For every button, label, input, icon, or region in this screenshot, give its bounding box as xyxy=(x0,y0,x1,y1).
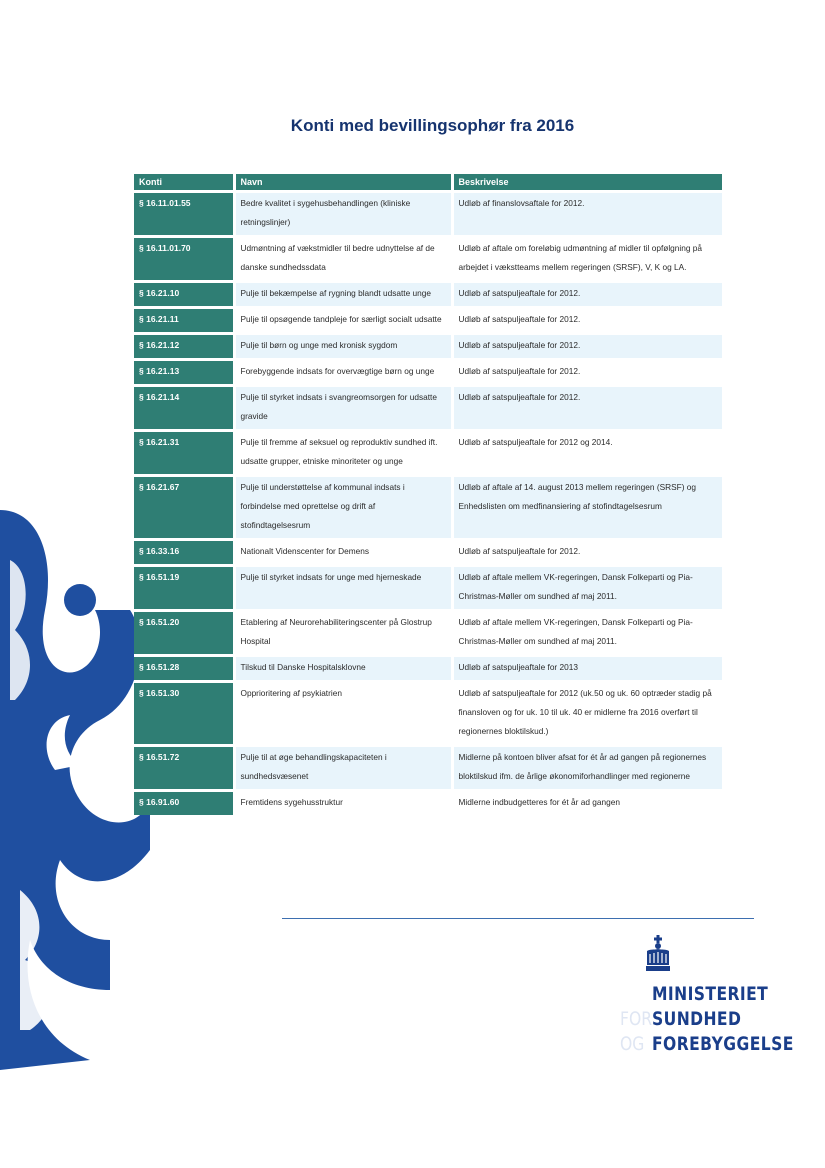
konti-cell: § 16.21.13 xyxy=(134,360,234,386)
konti-cell: § 16.33.16 xyxy=(134,540,234,566)
table-row xyxy=(134,386,722,431)
accounts-table xyxy=(134,174,722,815)
beskrivelse-cell: Udløb af satspuljeaftale for 2012 og 2014. xyxy=(452,431,722,476)
navn-cell: Pulje til styrket indsats i svangreomsorgen for udsatte gravide xyxy=(234,386,452,431)
konti-cell: § 16.21.10 xyxy=(134,282,234,308)
konti-cell: § 16.21.67 xyxy=(134,476,234,540)
beskrivelse-cell: Midlerne på kontoen bliver afsat for ét år ad gangen på regionernes bloktilskud ifm. de årlige økonomiforhandlinger med regionerne xyxy=(452,746,722,791)
navn-cell: Pulje til understøttelse af kommunal indsats i forbindelse med oprettelse og drift af stofindtagelsesrum xyxy=(234,476,452,540)
beskrivelse-cell: Udløb af satspuljeaftale for 2012. xyxy=(452,360,722,386)
table-row xyxy=(134,682,722,746)
header-navn: Navn xyxy=(234,174,452,192)
navn-cell: Fremtidens sygehusstruktur xyxy=(234,791,452,816)
table-row xyxy=(134,308,722,334)
table-row xyxy=(134,791,722,816)
konti-cell: § 16.51.28 xyxy=(134,656,234,682)
konti-cell: § 16.21.11 xyxy=(134,308,234,334)
crown-icon xyxy=(644,935,672,975)
konti-cell: § 16.91.60 xyxy=(134,791,234,816)
navn-cell: Pulje til at øge behandlingskapaciteten i sundhedsvæsenet xyxy=(234,746,452,791)
navn-cell: Udmøntning af vækstmidler til bedre udnyttelse af de danske sundhedssdata xyxy=(234,237,452,282)
konti-cell: § 16.21.31 xyxy=(134,431,234,476)
table-row xyxy=(134,540,722,566)
navn-cell: Nationalt Videnscenter for Demens xyxy=(234,540,452,566)
navn-cell: Pulje til bekæmpelse af rygning blandt udsatte unge xyxy=(234,282,452,308)
table-header-row xyxy=(134,174,722,192)
navn-cell: Etablering af Neurorehabiliteringscenter på Glostrup Hospital xyxy=(234,611,452,656)
beskrivelse-cell: Udløb af satspuljeaftale for 2012. xyxy=(452,540,722,566)
table-row xyxy=(134,237,722,282)
beskrivelse-cell: Udløb af aftale om foreløbig udmøntning af midler til opfølgning på arbejdet i vækstteams mellem regeringen (SRSF), V, K og LA. xyxy=(452,237,722,282)
konti-cell: § 16.51.72 xyxy=(134,746,234,791)
page-title: Konti med bevillingsophør fra 2016 xyxy=(290,116,575,135)
table-row xyxy=(134,566,722,611)
table-row xyxy=(134,360,722,386)
table-row xyxy=(134,192,722,237)
header-beskrivelse: Beskrivelse xyxy=(452,174,722,192)
navn-cell: Pulje til børn og unge med kronisk sygdom xyxy=(234,334,452,360)
beskrivelse-cell: Udløb af aftale mellem VK-regeringen, Dansk Folkeparti og Pia-Christmas-Møller om sundhed af maj 2011. xyxy=(452,611,722,656)
konti-cell: § 16.21.14 xyxy=(134,386,234,431)
header-konti: Konti xyxy=(134,174,234,192)
navn-cell: Pulje til styrket indsats for unge med hjerneskade xyxy=(234,566,452,611)
logo-line-sundhed: SUNDHED xyxy=(652,1008,742,1030)
ministry-logo xyxy=(612,935,794,1060)
navn-cell: Pulje til fremme af seksuel og reproduktiv sundhed ift. udsatte grupper, etniske minoriteter og unge xyxy=(234,431,452,476)
beskrivelse-cell: Udløb af satspuljeaftale for 2012. xyxy=(452,386,722,431)
beskrivelse-cell: Udløb af finanslovsaftale for 2012. xyxy=(452,192,722,237)
beskrivelse-cell: Udløb af aftale af 14. august 2013 mellem regeringen (SRSF) og Enhedslisten om medfinansiering af stofindtagelsesrum xyxy=(452,476,722,540)
beskrivelse-cell: Udløb af satspuljeaftale for 2012. xyxy=(452,282,722,308)
logo-line-ministeriet: MINISTERIET xyxy=(652,983,769,1005)
navn-cell: Forebyggende indsats for overvægtige børn og unge xyxy=(234,360,452,386)
table-row xyxy=(134,282,722,308)
konti-cell: § 16.51.30 xyxy=(134,682,234,746)
logo-prefix-for: FOR xyxy=(620,1008,653,1030)
table-row xyxy=(134,746,722,791)
beskrivelse-cell: Udløb af aftale mellem VK-regeringen, Dansk Folkeparti og Pia-Christmas-Møller om sundhed af maj 2011. xyxy=(452,566,722,611)
konti-cell: § 16.21.12 xyxy=(134,334,234,360)
table-row xyxy=(134,611,722,656)
konti-cell: § 16.11.01.55 xyxy=(134,192,234,237)
konti-cell: § 16.51.19 xyxy=(134,566,234,611)
table-row xyxy=(134,656,722,682)
beskrivelse-cell: Midlerne indbudgetteres for ét år ad gangen xyxy=(452,791,722,816)
navn-cell: Tilskud til Danske Hospitalsklovne xyxy=(234,656,452,682)
beskrivelse-cell: Udløb af satspuljeaftale for 2013 xyxy=(452,656,722,682)
navn-cell: Opprioritering af psykiatrien xyxy=(234,682,452,746)
navn-cell: Pulje til opsøgende tandpleje for særligt socialt udsatte xyxy=(234,308,452,334)
beskrivelse-cell: Udløb af satspuljeaftale for 2012 (uk.50 og uk. 60 optræder stadig på finansloven og for uk. 10 til uk. 40 er midlerne fra 2016 overført til regionernes bloktilskud.) xyxy=(452,682,722,746)
table-row xyxy=(134,334,722,360)
logo-line-forebyggelse: FOREBYGGELSE xyxy=(652,1033,794,1055)
table-row xyxy=(134,431,722,476)
navn-cell: Bedre kvalitet i sygehusbehandlingen (kliniske retningslinjer) xyxy=(234,192,452,237)
konti-cell: § 16.51.20 xyxy=(134,611,234,656)
beskrivelse-cell: Udløb af satspuljeaftale for 2012. xyxy=(452,334,722,360)
table-row xyxy=(134,476,722,540)
footer-divider xyxy=(282,918,754,919)
konti-cell: § 16.11.01.70 xyxy=(134,237,234,282)
beskrivelse-cell: Udløb af satspuljeaftale for 2012. xyxy=(452,308,722,334)
logo-prefix-og: OG xyxy=(620,1033,645,1055)
